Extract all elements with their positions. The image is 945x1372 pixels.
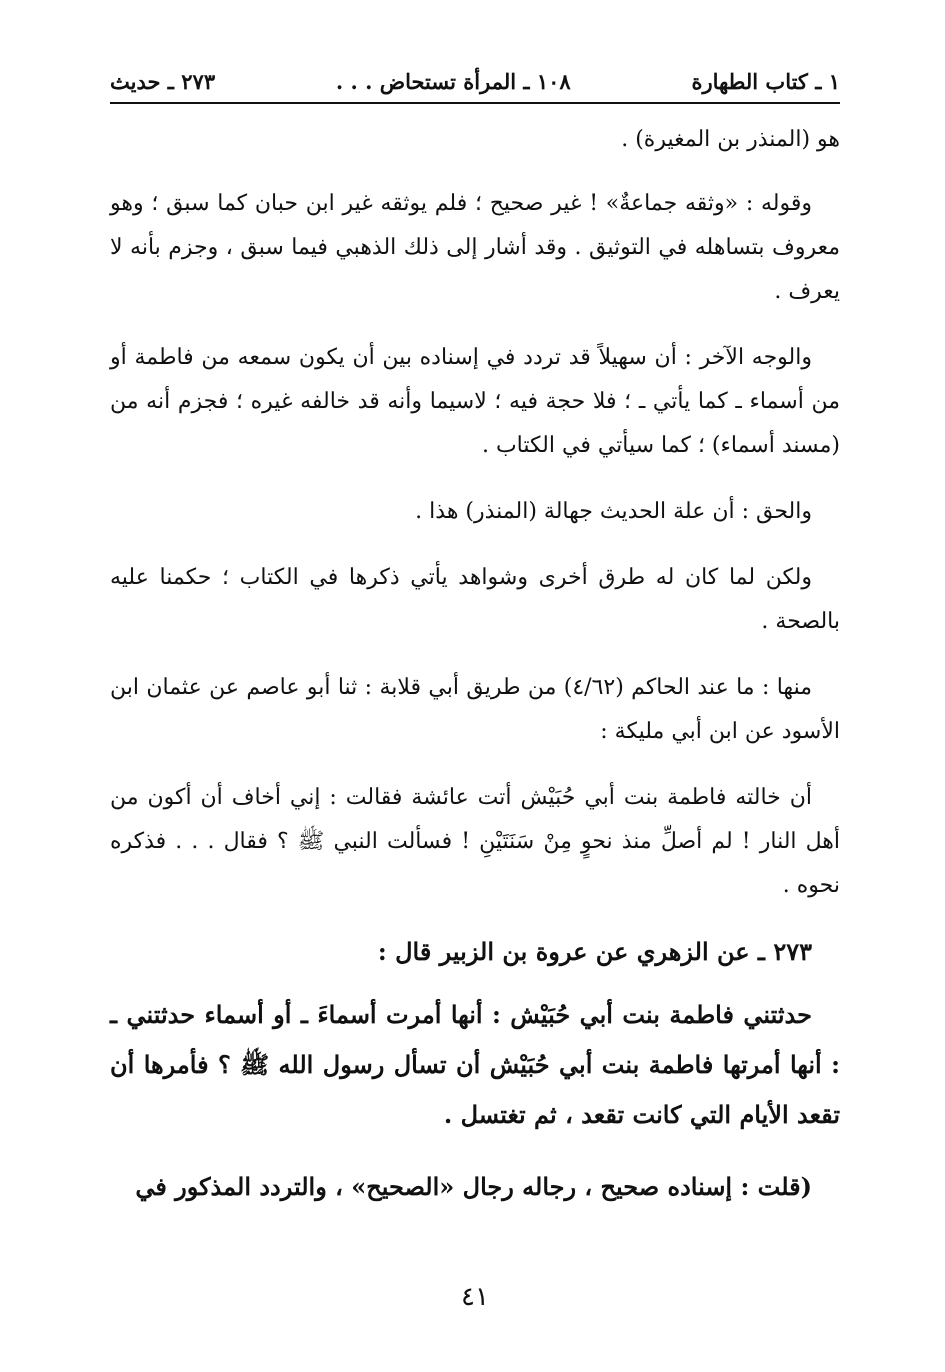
paragraph: هو (المنذر بن المغيرة) . [621,127,840,152]
header-chapter-title: ١٠٨ ـ المرأة تستحاض . . . [335,68,571,94]
paragraph: والوجه الآخر : أن سهيلاً قد تردد في إسناده بين أن يكون سمعه من فاطمة أو من أسماء ـ كما يأتي ـ ؛ فلا حجة فيه ؛ لاسيما وأنه قد خالفه غيره ؛ فجزم أنه من (مسند أسماء) ؛ كما سيأتي في الكتاب . [110,345,840,458]
book-page [110,60,840,1350]
page-number: ٤١ [461,1282,489,1312]
page-body [110,118,840,1212]
paragraph: ولكن لما كان له طرق أخرى وشواهد يأتي ذكرها في الكتاب ؛ حكمنا عليه بالصحة . [110,565,840,634]
header-hadith-number: ٢٧٣ ـ حديث [110,68,216,94]
hadith-heading: ٢٧٣ ـ عن الزهري عن عروة بن الزبير قال : [377,937,812,966]
hadith-text: حدثتني فاطمة بنت أبي حُبَيْش : أنها أمرت أسماءَ ـ أو أسماء حدثتني ـ : أنها أمرتها فاطمة بنت أبي حُبَيْش أن تسأل رسول الله ﷺ ؟ فأمرها أن تقعد الأيام التي كانت تقعد ، ثم تغتسل . [110,1000,840,1129]
paragraph: وقوله : «وثقه جماعةٌ» ! غير صحيح ؛ فلم يوثقه غير ابن حبان كما سبق ؛ وهو معروف بتساهله في التوثيق . وقد أشار إلى ذلك الذهبي فيما سبق ، وجزم بأنه لا يعرف . [110,191,840,304]
paragraph: والحق : أن علة الحديث جهالة (المنذر) هذا . [415,499,812,524]
paragraph: منها : ما عند الحاكم (٤/٦٢) من طريق أبي قلابة : ثنا أبو عاصم عن عثمان ابن الأسود عن ابن أبي مليكة : [110,675,840,744]
running-header [110,60,840,104]
hadith-note: (قلت : إسناده صحيح ، رجاله رجال «الصحيح» ، والتردد المذكور في [135,1172,812,1201]
paragraph: أن خالته فاطمة بنت أبي حُبَيْش أتت عائشة فقالت : إني أخاف أن أكون من أهل النار ! لم أصلِّ منذ نحوٍ مِنْ سَنَتَيْنِ ! فسألت النبي ﷺ ؟ فقال . . . فذكره نحوه . [110,785,840,898]
header-book-title: ١ ـ كتاب الطهارة [691,68,840,94]
